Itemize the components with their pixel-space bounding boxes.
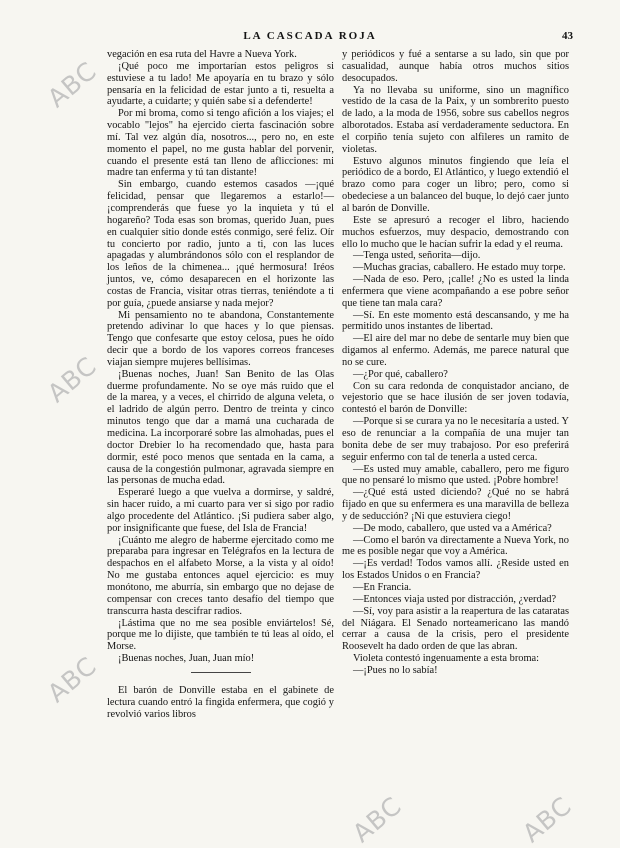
paragraph: Esperaré luego a que vuelva a dormirse, y saldré, sin hacer ruido, a mi cuarto para ver si sigo por radio algo procedente del Atlántico. ¡Si pudiera saber algo, por insignificante que fuese, del Isla de Francia! xyxy=(107,487,334,534)
watermark-logo: ABC xyxy=(42,55,103,114)
paragraph: ¡Lástima que no me sea posible enviártelos! Sé, porque me lo dijiste, que también te tú leas al oído, el Morse. xyxy=(107,617,334,653)
left-column xyxy=(107,49,334,720)
paragraph: —¡Pues no lo sabía! xyxy=(353,664,438,676)
paragraph: vegación en esa ruta del Havre a Nueva York. xyxy=(107,49,297,60)
paragraph: ¡Buenas noches, Juan, Juan mío! xyxy=(118,653,255,665)
paragraph: Mi pensamiento no te abandona, Constantemente pretendo adivinar lo que haces y lo que piensas. Tengo que confesarte que estoy celosa, pues he oído decir que a bordo de los vapores correos franceses viajan siempre mujeres bellísimas. xyxy=(107,309,334,368)
paragraph: ¡Qué poco me importarían estos peligros si estuviese a tu lado! Me apoyaría en tu brazo y sólo pensaría en la felicidad de estar junto a ti, resuelta a ayudarte, a cuidarte; y quién sabe si a defenderte! xyxy=(107,60,334,108)
paragraph: —Muchas gracias, caballero. He estado muy torpe. xyxy=(353,262,566,274)
paragraph: Con su cara redonda de conquistador anciano, de vejestorio que se hace ilusión de ser joven todavía, contestó el barón de Donville: xyxy=(342,380,569,416)
page-number: 43 xyxy=(562,30,573,42)
paragraph: Violeta contestó ingenuamente a esta broma: xyxy=(353,653,540,665)
paragraph: —Entonces viaja usted por distracción, ¿verdad? xyxy=(353,593,557,605)
paragraph: y periódicos y fué a sentarse a su lado, sin que por casualidad, aunque había otros muchos sitios desocupados. xyxy=(342,49,569,84)
paragraph: Estuvo algunos minutos fingiendo que leía el periódico de a bordo, El Atlántico, y luego extendió el brazo como para coger un libro; pero, como si obedeciese a un balanceo del buque, lo dejó caer junto al barón de Donville. xyxy=(342,155,569,214)
paragraph: —Sí, voy para asistir a la reapertura de las cataratas del Niágara. El Senado norteamericano las mandó cerrar a causa de la crisis, pero el presidente Roosevelt ha dado orden de que las abran. xyxy=(342,605,569,653)
paragraph: —Porque si se curara ya no le necesitaría a usted. Y eso de renunciar a la compañía de una mujer tan bonita debe de ser muy trabajoso. Por eso preferirá seguir enfermo con tal de tenerla a usted cerca. xyxy=(342,416,569,463)
paragraph: —Tenga usted, señorita—dijo. xyxy=(353,250,481,262)
paragraph: ¡Buenas noches, Juan! San Benito de las Olas duerme profundamente. No se oye más ruido que el de la marea, y a veces, el chirrido de alguna veleta, o el ladrido de algún perro. Dentro de treinta y cinco minutos tengo que dar a mamá una cucharada de medicina. La incorporaré sobre las almohadas, pues el doctor Drebier lo ha recomendado que, hasta para dormir, esté poco menos que sentada en la cama, a causa de la congestión pulmonar, agravada siempre en las personas de mucha edad. xyxy=(107,368,334,487)
watermark-logo: ABC xyxy=(347,790,408,848)
watermark-logo: ABC xyxy=(42,650,103,709)
paragraph: —Nada de eso. Pero, ¡calle! ¿No es usted la linda enfermera que viene acompañando a ese pobre señor que tiene tan mala cara? xyxy=(342,274,569,309)
section-divider xyxy=(191,672,251,673)
paragraph: —Como el barón va directamente a Nueva York, no me es posible negar que voy a América. xyxy=(342,534,569,558)
paragraph: Este se apresuró a recoger el libro, haciendo muchos esfuerzos, muy despacio, demostrando con ello lo mucho que le hacían sufrir la edad y el reuma. xyxy=(342,214,569,250)
watermark-logo: ABC xyxy=(517,790,578,848)
paragraph: Ya no llevaba su uniforme, sino un magnífico vestido de la casa de la Paix, y un sombrerito puesto de lado, a la moda de 1956, sobre sus cabellos negros alborotados. Estaba así verdaderamente seductora. En el corpiño tenía sujeto con alfileres un ramito de violetas. xyxy=(342,84,569,155)
right-column xyxy=(342,49,569,677)
paragraph: —Sí. En este momento está descansando, y me ha permitido unos instantes de libertad. xyxy=(342,309,569,333)
paragraph: —¡Es verdad! Todos vamos allí. ¿Reside usted en los Estados Unidos o en Francia? xyxy=(342,558,569,582)
paragraph: —El aire del mar no debe de sentarle muy bien que digamos al enfermo. Además, me parece natural que no se cure. xyxy=(342,333,569,368)
paragraph: ¡Cuánto me alegro de haberme ejercitado como me preparaba para ingresar en Telégrafos en la lectura de despachos en el alfabeto Morse, a la vista y al oído! No me gustaba entonces aquel ejercicio: es muy monótono, me aburría, sin embargo que no dejase de compensar con creces tanto desafío del tiempo que transcurra hasta descifrar radios. xyxy=(107,534,334,617)
watermark-logo: ABC xyxy=(42,350,103,409)
paragraph: —¿Por qué, caballero? xyxy=(353,368,448,380)
paragraph: —En Francia. xyxy=(353,581,412,593)
page-header xyxy=(0,30,620,46)
paragraph: —Es usted muy amable, caballero, pero me figuro que no pensaré lo mismo que usted. ¡Pobre hombre! xyxy=(342,463,569,487)
paragraph: Por mi broma, como si tengo afición a los viajes; el vocablo "lejos" ha ejercido cierta fascinación sobre mí. Tal vez algún día, nosotros..., pero no, en este momento el papel, no me gusta hablar del porvenir, cuando el presente está tan lleno de aflicciones: mi madre tan enferma y tú tan distante! xyxy=(107,108,334,179)
paragraph: —De modo, caballero, que usted va a América? xyxy=(353,522,552,534)
paragraph: —¿Qué está usted diciendo? ¿Qué no se habrá fijado en que su enfermera es una maravilla de belleza y de seducción? ¡Ni que estuviera ciego! xyxy=(342,487,569,522)
paragraph: El barón de Donville estaba en el gabinete de lectura cuando entró la fingida enfermera, que cogió y revolvió varios libros xyxy=(107,684,334,720)
running-title: LA CASCADA ROJA xyxy=(243,30,377,42)
paragraph: Sin embargo, cuando estemos casados —¡qué felicidad, pensar que llegaremos a estarlo!—¡comprenderás que fuese yo la inquieta y tú el hogareño? Toda esas son bromas, querido Juan, pues en cualquier sitio donde estés conmigo, seré feliz. Oír tu concierto por radio, junto a ti, con las luces apagadas y alumbrándonos sólo con el resplandor de los leños de la chimenea... ¡qué hermosura! Iréos juntos, ve, cómo desaparecen en el horizonte las costas de Francia, visitar otras tierras, teniéndote a ti por guía, ¿puede ansiarse y nada mejor? xyxy=(107,179,334,309)
